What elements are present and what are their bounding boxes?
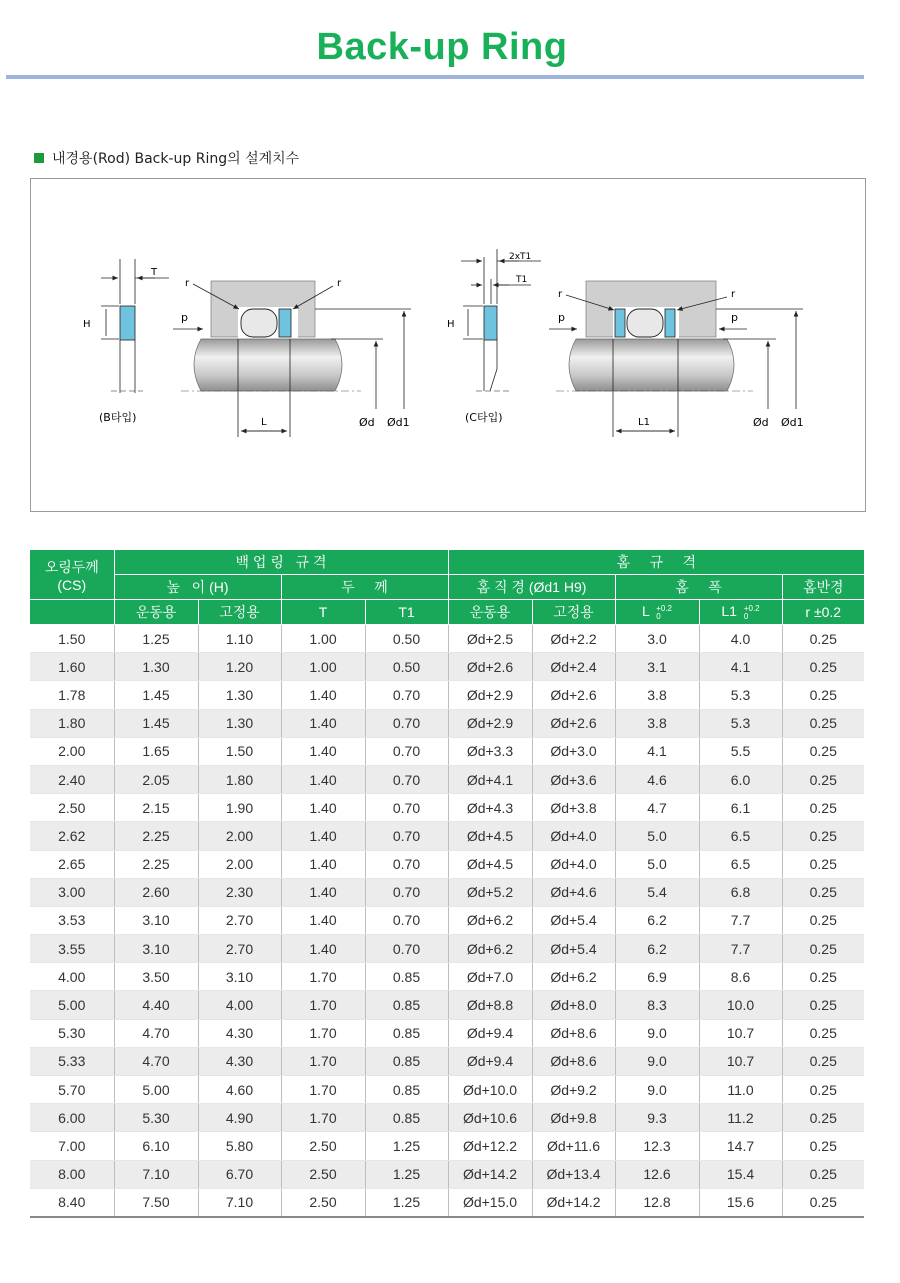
table-body	[30, 625, 864, 1217]
table-cell: 0.25	[782, 737, 864, 765]
table-cell: 3.10	[114, 906, 198, 934]
table-cell: 0.70	[365, 765, 448, 793]
table-cell: 1.40	[281, 822, 365, 850]
table-cell: Ød+15.0	[448, 1188, 532, 1217]
table-cell: Ød+3.8	[532, 794, 615, 822]
table-cell: 6.1	[699, 794, 782, 822]
table-cell: 8.00	[30, 1160, 114, 1188]
table-cell: 3.50	[114, 963, 198, 991]
diagram-svg	[31, 179, 865, 511]
table-cell: 0.25	[782, 765, 864, 793]
table-cell: Ød+8.6	[532, 1047, 615, 1075]
table-cell: 1.70	[281, 963, 365, 991]
table-cell: 9.0	[615, 1047, 699, 1075]
b-dim-d: Ød	[359, 416, 375, 429]
header-height-moving: 운동용	[114, 600, 198, 625]
header-oring-thickness	[30, 550, 114, 600]
table-cell: 0.25	[782, 822, 864, 850]
table-cell: 5.5	[699, 737, 782, 765]
table-cell: 1.78	[30, 681, 114, 709]
table-cell: Ød+4.5	[448, 850, 532, 878]
table-row	[30, 1132, 864, 1160]
header-t1: T1	[365, 600, 448, 625]
page-title: Back-up Ring	[316, 26, 568, 68]
section-title: 내경용(Rod) Back-up Ring의 설계치수	[52, 151, 300, 167]
table-cell: 1.40	[281, 794, 365, 822]
table-cell: 5.0	[615, 850, 699, 878]
table-cell: 2.50	[281, 1160, 365, 1188]
table-cell: 7.7	[699, 906, 782, 934]
table-cell: 1.25	[365, 1132, 448, 1160]
table-row	[30, 625, 864, 653]
table-cell: Ød+8.8	[448, 991, 532, 1019]
table-cell: 6.5	[699, 822, 782, 850]
table-cell: 1.70	[281, 991, 365, 1019]
table-cell: 1.65	[114, 737, 198, 765]
table-cell: 2.30	[198, 878, 281, 906]
table-cell: Ød+12.2	[448, 1132, 532, 1160]
table-cell: 0.70	[365, 681, 448, 709]
table-row	[30, 709, 864, 737]
title-underline	[6, 75, 864, 79]
table-cell: Ød+6.2	[448, 935, 532, 963]
header-blank	[30, 600, 114, 625]
table-cell: 2.50	[30, 794, 114, 822]
table-cell: 6.5	[699, 850, 782, 878]
c-dim-p1: p	[558, 311, 565, 324]
table-cell: Ød+2.6	[448, 653, 532, 681]
table-row	[30, 906, 864, 934]
table-cell: 0.85	[365, 1104, 448, 1132]
table-cell: 0.25	[782, 1019, 864, 1047]
table-cell: 3.1	[615, 653, 699, 681]
table-cell: 5.3	[699, 709, 782, 737]
c-dim-t1: T1	[516, 275, 528, 285]
table-cell: 1.40	[281, 906, 365, 934]
header-dia-fixed: 고정용	[532, 600, 615, 625]
table-cell: 1.20	[198, 653, 281, 681]
table-row	[30, 681, 864, 709]
table-cell: 0.25	[782, 1188, 864, 1217]
table-cell: 4.70	[114, 1047, 198, 1075]
header-backup-spec: 백 업 링 규 격	[114, 550, 448, 575]
table-cell: 0.25	[782, 1047, 864, 1075]
table-cell: Ød+2.2	[532, 625, 615, 653]
table-cell: 6.00	[30, 1104, 114, 1132]
table-row	[30, 737, 864, 765]
table-row	[30, 1019, 864, 1047]
c-dim-r1: r	[558, 289, 563, 300]
table-cell: 0.25	[782, 935, 864, 963]
table-cell: Ød+8.6	[532, 1019, 615, 1047]
header-groove-radius: 홈반경	[782, 575, 864, 600]
table-cell: 7.7	[699, 935, 782, 963]
header-dia-moving: 운동용	[448, 600, 532, 625]
c-dim-h: H	[447, 319, 455, 330]
table-cell: 2.15	[114, 794, 198, 822]
table-cell: 0.50	[365, 653, 448, 681]
table-cell: 0.25	[782, 1132, 864, 1160]
table-row	[30, 878, 864, 906]
table-cell: 1.45	[114, 709, 198, 737]
table-cell: 9.3	[615, 1104, 699, 1132]
table-cell: 1.40	[281, 737, 365, 765]
table-cell: 4.00	[198, 991, 281, 1019]
header-groove-width: 홈 폭	[615, 575, 782, 600]
table-cell: 1.50	[198, 737, 281, 765]
table-cell: 0.70	[365, 935, 448, 963]
table-cell: 0.25	[782, 1104, 864, 1132]
table-cell: 1.50	[30, 625, 114, 653]
table-cell: 2.05	[114, 765, 198, 793]
table-cell: 1.30	[198, 709, 281, 737]
table-row	[30, 1160, 864, 1188]
table-cell: 6.2	[615, 935, 699, 963]
header-thickness: 두 께	[281, 575, 448, 600]
table-cell: 6.10	[114, 1132, 198, 1160]
table-cell: 10.0	[699, 991, 782, 1019]
table-cell: Ød+4.1	[448, 765, 532, 793]
table-row	[30, 1076, 864, 1104]
table-cell: 3.0	[615, 625, 699, 653]
c-oring	[627, 309, 663, 337]
b-shaft	[194, 339, 342, 391]
table-cell: 1.25	[365, 1160, 448, 1188]
table-cell: 2.70	[198, 906, 281, 934]
table-cell: 4.1	[615, 737, 699, 765]
header-l1-label: L1	[721, 603, 737, 620]
b-dim-h: H	[83, 319, 91, 330]
table-cell: Ød+5.4	[532, 906, 615, 934]
table-cell: 7.10	[198, 1188, 281, 1217]
bullet-square-icon	[34, 153, 44, 163]
table-row	[30, 794, 864, 822]
table-cell: 0.50	[365, 625, 448, 653]
table-cell: 15.6	[699, 1188, 782, 1217]
table-cell: 0.85	[365, 1076, 448, 1104]
table-cell: 6.9	[615, 963, 699, 991]
table-cell: Ød+5.2	[448, 878, 532, 906]
table-cell: Ød+2.4	[532, 653, 615, 681]
table-cell: 4.6	[615, 765, 699, 793]
table-cell: Ød+7.0	[448, 963, 532, 991]
table-cell: 0.85	[365, 991, 448, 1019]
table-cell: 1.40	[281, 709, 365, 737]
table-cell: Ød+4.0	[532, 822, 615, 850]
c-dim-d1: Ød1	[781, 416, 804, 429]
table-cell: Ød+3.6	[532, 765, 615, 793]
table-cell: 2.40	[30, 765, 114, 793]
table-cell: Ød+6.2	[532, 963, 615, 991]
table-cell: 1.40	[281, 850, 365, 878]
table-cell: 1.00	[281, 625, 365, 653]
table-cell: Ød+2.6	[532, 709, 615, 737]
table-cell: 2.50	[281, 1188, 365, 1217]
table-row	[30, 991, 864, 1019]
table-cell: Ød+2.6	[532, 681, 615, 709]
table-cell: 0.70	[365, 906, 448, 934]
table-cell: 1.30	[114, 653, 198, 681]
table-cell: 2.25	[114, 850, 198, 878]
table-cell: 12.8	[615, 1188, 699, 1217]
table-cell: 1.45	[114, 681, 198, 709]
table-cell: Ød+4.6	[532, 878, 615, 906]
table-cell: 1.90	[198, 794, 281, 822]
table-cell: 0.25	[782, 850, 864, 878]
table-cell: 1.70	[281, 1047, 365, 1075]
table-cell: 1.70	[281, 1076, 365, 1104]
c-dim-2xt1: 2xT1	[509, 252, 532, 262]
table-cell: 1.70	[281, 1104, 365, 1132]
table-row	[30, 1104, 864, 1132]
table-cell: 0.25	[782, 681, 864, 709]
header-t: T	[281, 600, 365, 625]
header-groove-spec: 홈 규 격	[448, 550, 864, 575]
table-row	[30, 822, 864, 850]
table-cell: 0.25	[782, 963, 864, 991]
table-cell: Ød+9.4	[448, 1019, 532, 1047]
table-cell: 4.7	[615, 794, 699, 822]
table-cell: 4.40	[114, 991, 198, 1019]
table-row	[30, 850, 864, 878]
table-cell: 14.7	[699, 1132, 782, 1160]
table-cell: 0.70	[365, 709, 448, 737]
table-cell: 12.3	[615, 1132, 699, 1160]
header-oring-label: 오링두께	[44, 558, 99, 575]
table-cell: 2.62	[30, 822, 114, 850]
table-cell: Ød+2.9	[448, 709, 532, 737]
c-backup-ring-left	[615, 309, 625, 337]
table-cell: 0.25	[782, 991, 864, 1019]
table-cell: 4.0	[699, 625, 782, 653]
table-cell: 11.2	[699, 1104, 782, 1132]
c-dim-l1: L1	[638, 417, 650, 428]
table-cell: Ød+4.5	[448, 822, 532, 850]
table-cell: 0.70	[365, 737, 448, 765]
table-cell: 0.70	[365, 850, 448, 878]
c-ring-profile	[484, 306, 497, 340]
c-dim-d: Ød	[753, 416, 769, 429]
table-cell: 4.00	[30, 963, 114, 991]
table-cell: 4.30	[198, 1047, 281, 1075]
b-ring-profile	[120, 306, 135, 340]
table-cell: 3.10	[114, 935, 198, 963]
table-cell: 7.10	[114, 1160, 198, 1188]
backup-ring-spec-table	[30, 550, 864, 1218]
table-cell: 1.00	[281, 653, 365, 681]
table-cell: 4.70	[114, 1019, 198, 1047]
table-cell: 3.10	[198, 963, 281, 991]
header-l-tolerance: +0.2 0	[656, 603, 672, 621]
table-cell: 0.25	[782, 906, 864, 934]
table-cell: 0.25	[782, 794, 864, 822]
table-cell: 0.25	[782, 1076, 864, 1104]
table-cell: Ød+9.4	[448, 1047, 532, 1075]
table-cell: 5.30	[114, 1104, 198, 1132]
table-cell: 0.70	[365, 878, 448, 906]
table-cell: 7.00	[30, 1132, 114, 1160]
table-cell: 2.00	[198, 850, 281, 878]
table-cell: Ød+14.2	[448, 1160, 532, 1188]
b-dim-t: T	[151, 267, 158, 278]
table-row	[30, 1188, 864, 1217]
table-cell: 5.30	[30, 1019, 114, 1047]
c-backup-ring-right	[665, 309, 675, 337]
table-cell: 9.0	[615, 1076, 699, 1104]
table-cell: 0.25	[782, 1160, 864, 1188]
table-cell: Ød+8.0	[532, 991, 615, 1019]
header-cs-label: (CS)	[57, 576, 87, 593]
table-cell: 0.25	[782, 878, 864, 906]
table-cell: 0.85	[365, 1047, 448, 1075]
table-cell: 1.70	[281, 1019, 365, 1047]
b-type-drawing	[83, 259, 411, 437]
table-cell: Ød+9.2	[532, 1076, 615, 1104]
table-cell: 1.30	[198, 681, 281, 709]
table-cell: 0.25	[782, 653, 864, 681]
table-cell: 5.00	[30, 991, 114, 1019]
table-cell: 0.70	[365, 822, 448, 850]
c-dim-p2: p	[731, 311, 738, 324]
table-cell: Ød+6.2	[448, 906, 532, 934]
c-dim-r2: r	[731, 289, 736, 300]
table-cell: Ød+10.6	[448, 1104, 532, 1132]
header-r: r ±0.2	[782, 600, 864, 625]
table-cell: 3.53	[30, 906, 114, 934]
table-cell: 10.7	[699, 1019, 782, 1047]
table-cell: 8.40	[30, 1188, 114, 1217]
table-cell: Ød+3.3	[448, 737, 532, 765]
table-cell: Ød+13.4	[532, 1160, 615, 1188]
table-cell: 1.40	[281, 681, 365, 709]
table-cell: 4.1	[699, 653, 782, 681]
table-cell: 2.00	[30, 737, 114, 765]
b-dim-l: L	[261, 417, 267, 428]
table-cell: 0.25	[782, 709, 864, 737]
table-cell: Ød+5.4	[532, 935, 615, 963]
table-cell: 5.80	[198, 1132, 281, 1160]
table-cell: 1.40	[281, 878, 365, 906]
table-cell: Ød+2.9	[448, 681, 532, 709]
header-l1	[699, 600, 782, 625]
table-cell: 2.00	[198, 822, 281, 850]
table-cell: 4.30	[198, 1019, 281, 1047]
table-cell: 5.3	[699, 681, 782, 709]
header-l-label: L	[642, 603, 650, 620]
table-row	[30, 963, 864, 991]
header-l	[615, 600, 699, 625]
table-cell: 1.80	[198, 765, 281, 793]
table-cell: 5.33	[30, 1047, 114, 1075]
table-cell: 1.25	[114, 625, 198, 653]
b-dim-r2: r	[337, 278, 342, 289]
table-cell: 0.70	[365, 794, 448, 822]
table-cell: 2.65	[30, 850, 114, 878]
table-cell: 6.0	[699, 765, 782, 793]
table-cell: 8.6	[699, 963, 782, 991]
table-cell: 2.70	[198, 935, 281, 963]
table-cell: 0.25	[782, 625, 864, 653]
table-cell: 1.10	[198, 625, 281, 653]
table-cell: 0.85	[365, 963, 448, 991]
table-row	[30, 1047, 864, 1075]
table-cell: Ød+14.2	[532, 1188, 615, 1217]
table-row	[30, 765, 864, 793]
table-cell: 1.25	[365, 1188, 448, 1217]
table-cell: 10.7	[699, 1047, 782, 1075]
b-dim-r1: r	[185, 278, 190, 289]
table-cell: 6.70	[198, 1160, 281, 1188]
b-type-label: (B타입)	[99, 411, 137, 424]
table-cell: 11.0	[699, 1076, 782, 1104]
table-cell: 1.60	[30, 653, 114, 681]
c-type-drawing	[447, 249, 804, 437]
table-cell: 2.25	[114, 822, 198, 850]
table-cell: 5.00	[114, 1076, 198, 1104]
table-cell: 2.60	[114, 878, 198, 906]
table-cell: 6.8	[699, 878, 782, 906]
table-cell: 15.4	[699, 1160, 782, 1188]
table-cell: 0.85	[365, 1019, 448, 1047]
header-l1-tolerance: +0.2 0	[743, 603, 760, 621]
c-shaft	[569, 339, 734, 391]
table-cell: 5.4	[615, 878, 699, 906]
table-cell: 7.50	[114, 1188, 198, 1217]
table-cell: 1.40	[281, 935, 365, 963]
design-diagram	[30, 178, 866, 512]
table-cell: 9.0	[615, 1019, 699, 1047]
table-cell: Ød+4.3	[448, 794, 532, 822]
header-height: 높 이 (H)	[114, 575, 281, 600]
table-cell: 4.90	[198, 1104, 281, 1132]
table-cell: 5.70	[30, 1076, 114, 1104]
section-heading	[34, 148, 299, 168]
table-cell: 3.00	[30, 878, 114, 906]
table-cell: 5.0	[615, 822, 699, 850]
table-cell: 1.80	[30, 709, 114, 737]
table-cell: 6.2	[615, 906, 699, 934]
table-row	[30, 653, 864, 681]
table-cell: 3.8	[615, 681, 699, 709]
table-cell: 2.50	[281, 1132, 365, 1160]
table-cell: Ød+10.0	[448, 1076, 532, 1104]
table-cell: Ød+2.5	[448, 625, 532, 653]
table-cell: Ød+3.0	[532, 737, 615, 765]
b-backup-ring	[279, 309, 291, 337]
table-cell: 3.8	[615, 709, 699, 737]
table-cell: 1.40	[281, 765, 365, 793]
table-header	[30, 550, 864, 625]
c-type-label: (C타입)	[465, 411, 503, 424]
table-cell: 4.60	[198, 1076, 281, 1104]
b-dim-d1: Ød1	[387, 416, 410, 429]
b-dim-p: p	[181, 311, 188, 324]
table-cell: 8.3	[615, 991, 699, 1019]
table-cell: 3.55	[30, 935, 114, 963]
b-oring	[241, 309, 277, 337]
header-groove-diameter: 홈 직 경 (Ød1 H9)	[448, 575, 615, 600]
table-cell: Ød+4.0	[532, 850, 615, 878]
table-cell: Ød+9.8	[532, 1104, 615, 1132]
table-cell: Ød+11.6	[532, 1132, 615, 1160]
table-row	[30, 935, 864, 963]
table-cell: 12.6	[615, 1160, 699, 1188]
header-height-fixed: 고정용	[198, 600, 281, 625]
